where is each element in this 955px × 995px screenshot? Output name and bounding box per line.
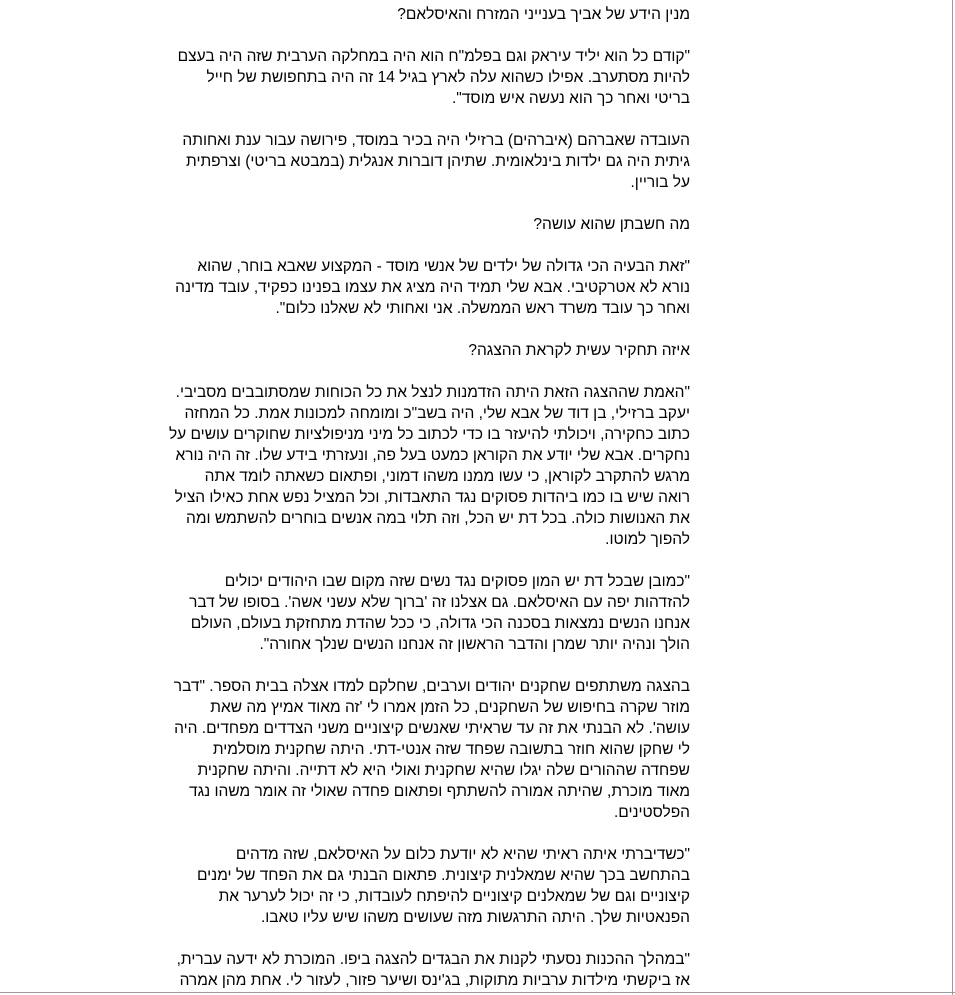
text-line: אנחנו הנשים נמצאות בסכנה הכי גדולה, כי ככל שהדת מתחזקת בעולם, העולם — [190, 615, 690, 632]
text-line: מוזר שקרה בחיפוש של השחקנים, כל הזמן אמרו לי 'זה מאוד אמיץ מה שאת — [210, 699, 690, 716]
paragraph — [90, 340, 690, 361]
text-line: לי שחקן שהוא חוזר בתשובה שפחד שזה אנטי-דתי. היתה שחקנית מוסלמית — [212, 741, 690, 758]
text-line: נורא לא אטרקטיבי. אבא שלי תמיד היה מציג את עצמו בפנינו כפקיד, עובד מדינה — [175, 279, 690, 296]
text-line: כתוב כחקירה, ויכולתי להיעזר בו כדי לכתוב כל מיני מניפולציות שחוקרים עושים על — [168, 426, 690, 443]
text-line: הולך ונהיה יותר שמרן והדבר הראשון זה אנחנו הנשים שנלך אחורה". — [259, 636, 690, 653]
paragraph — [90, 844, 690, 928]
text-line: מנין הידע של אביך בענייני המזרח והאיסלאם? — [397, 6, 690, 23]
text-line: העובדה שאברהם (איברהים) ברזילי היה בכיר במוסד, פירושה עבור ענת ואחותה — [182, 132, 690, 149]
page-border-right — [952, 0, 953, 995]
text-line: בריטי ואחר כך הוא נעשה איש מוסד". — [452, 90, 690, 107]
text-line: להפוך למוטו. — [605, 531, 690, 548]
paragraph — [90, 4, 690, 25]
paragraph — [90, 571, 690, 655]
text-line: "כמובן שבכל דת יש המון פסוקים נגד נשים שזה מקום שבו היהודים יכולים — [224, 573, 690, 590]
text-line: "זאת הבעיה הכי גדולה של ילדים של אנשי מוסד - המקצוע שאבא בוחר, שהוא — [197, 258, 690, 275]
text-line: גיתית היה גם ילדות בינלאומית. שתיהן דוברות אנגלית (במבטא בריטי) וצרפתית — [186, 153, 690, 170]
text-line: שפחדה שההורים שלה יגלו שהיא שחקנית ואולי היא לא דתייה. והיתה שחקנית — [197, 762, 690, 779]
text-line: רואה שיש בו כמו ביהדות פסוקים נגד התאבדות, וכל המציל נפש אחת כאילו הציל — [174, 489, 690, 506]
text-line: הפלסטינים. — [613, 804, 690, 821]
text-line: את האנושות כולה. בכל דת יש הכל, וזה תלוי במה אנשים בוחרים להשתמש ומה — [186, 510, 690, 527]
text-line: "כשדיברתי איתה ראיתי שהיא לא יודעת כלום על האיסלאם, שזה מדהים — [235, 846, 690, 863]
paragraph — [90, 949, 690, 991]
text-line: עושה'. לא הבנתי את זה עד שראיתי שאנשים קיצוניים משני הצדדים מפחדים. היה — [174, 720, 690, 737]
text-line: "במהלך ההכנות נסעתי לקנות את הבגדים להצגה ביפו. המוכרת לא ידעה עברית, — [176, 951, 690, 968]
text-line: מה חשבתן שהוא עושה? — [533, 216, 690, 233]
paragraph — [90, 46, 690, 109]
text-line: בהתחשב בכך שהיא שמאלנית קיצונית. פתאום הבנתי גם את הפחד של ימנים — [196, 867, 690, 884]
page-border-bottom — [0, 992, 955, 993]
paragraph — [90, 256, 690, 319]
text-line: הפנאטיות שלך. היתה התרגשות מזה שעושים משהו שיש עליו טאבו. — [260, 909, 690, 926]
text-line: מאוד מוכרת, שהיתה אמורה להשתתף ופתאום פחדה שאולי זה אומר משהו נגד — [189, 783, 690, 800]
text-line: להיות מסתערב. אפילו כשהוא עלה לארץ בגיל 14 זה היה בתחפושת של חייל — [206, 69, 690, 86]
text-line: אז ביקשתי מילדות ערביות מתוקות, בג'ינס ושיער פזור, לעזור לי. אחת מהן אמרה — [179, 972, 690, 989]
text-line: בהצגה משתתפים שחקנים יהודים וערבים, שחלקם למדו אצלה בבית הספר. "דבר — [173, 678, 690, 695]
text-line: "קודם כל הוא יליד עיראק וגם בפלמ"ח הוא היה במחלקה הערבית שזה היה בעצם — [177, 48, 690, 65]
paragraph — [90, 382, 690, 550]
paragraph — [90, 130, 690, 193]
article-body — [90, 4, 690, 995]
text-line: ואחר כך עובד משרד ראש הממשלה. אני ואחותי לא שאלנו כלום". — [275, 300, 690, 317]
text-line: קיצוניים וגם של שמאלנים קיצוניים להיפתח לעובדות, כי זה יכול לערער את — [218, 888, 690, 905]
text-line: יעקב ברזילי, בן דוד של אבא שלי, היה בשב"כ ומומחה למכונות אמת. כל המחזה — [184, 405, 690, 422]
text-line: על בוריין. — [630, 174, 690, 191]
paragraph — [90, 214, 690, 235]
text-line: איזה תחקיר עשית לקראת ההצגה? — [468, 342, 690, 359]
text-line: מרגש להתקרב לקוראן, כי עשו ממנו משהו דמוני, ופתאום כשאתה לומד אתה — [204, 468, 690, 485]
paragraph — [90, 676, 690, 823]
text-line: להזדהות יפה עם האיסלאם. גם אצלנו זה 'ברוך שלא עשני אשה'. בסופו של דבר — [189, 594, 690, 611]
text-line: "האמת שההצגה הזאת היתה הזדמנות לנצל את כל הכוחות שמסתובבים מסביבי. — [175, 384, 690, 401]
text-line: נחקרים. אבא שלי יודע את הקוראן כמעט בעל פה, ונעזרתי בידע שלו. זה היה נורא — [175, 447, 690, 464]
